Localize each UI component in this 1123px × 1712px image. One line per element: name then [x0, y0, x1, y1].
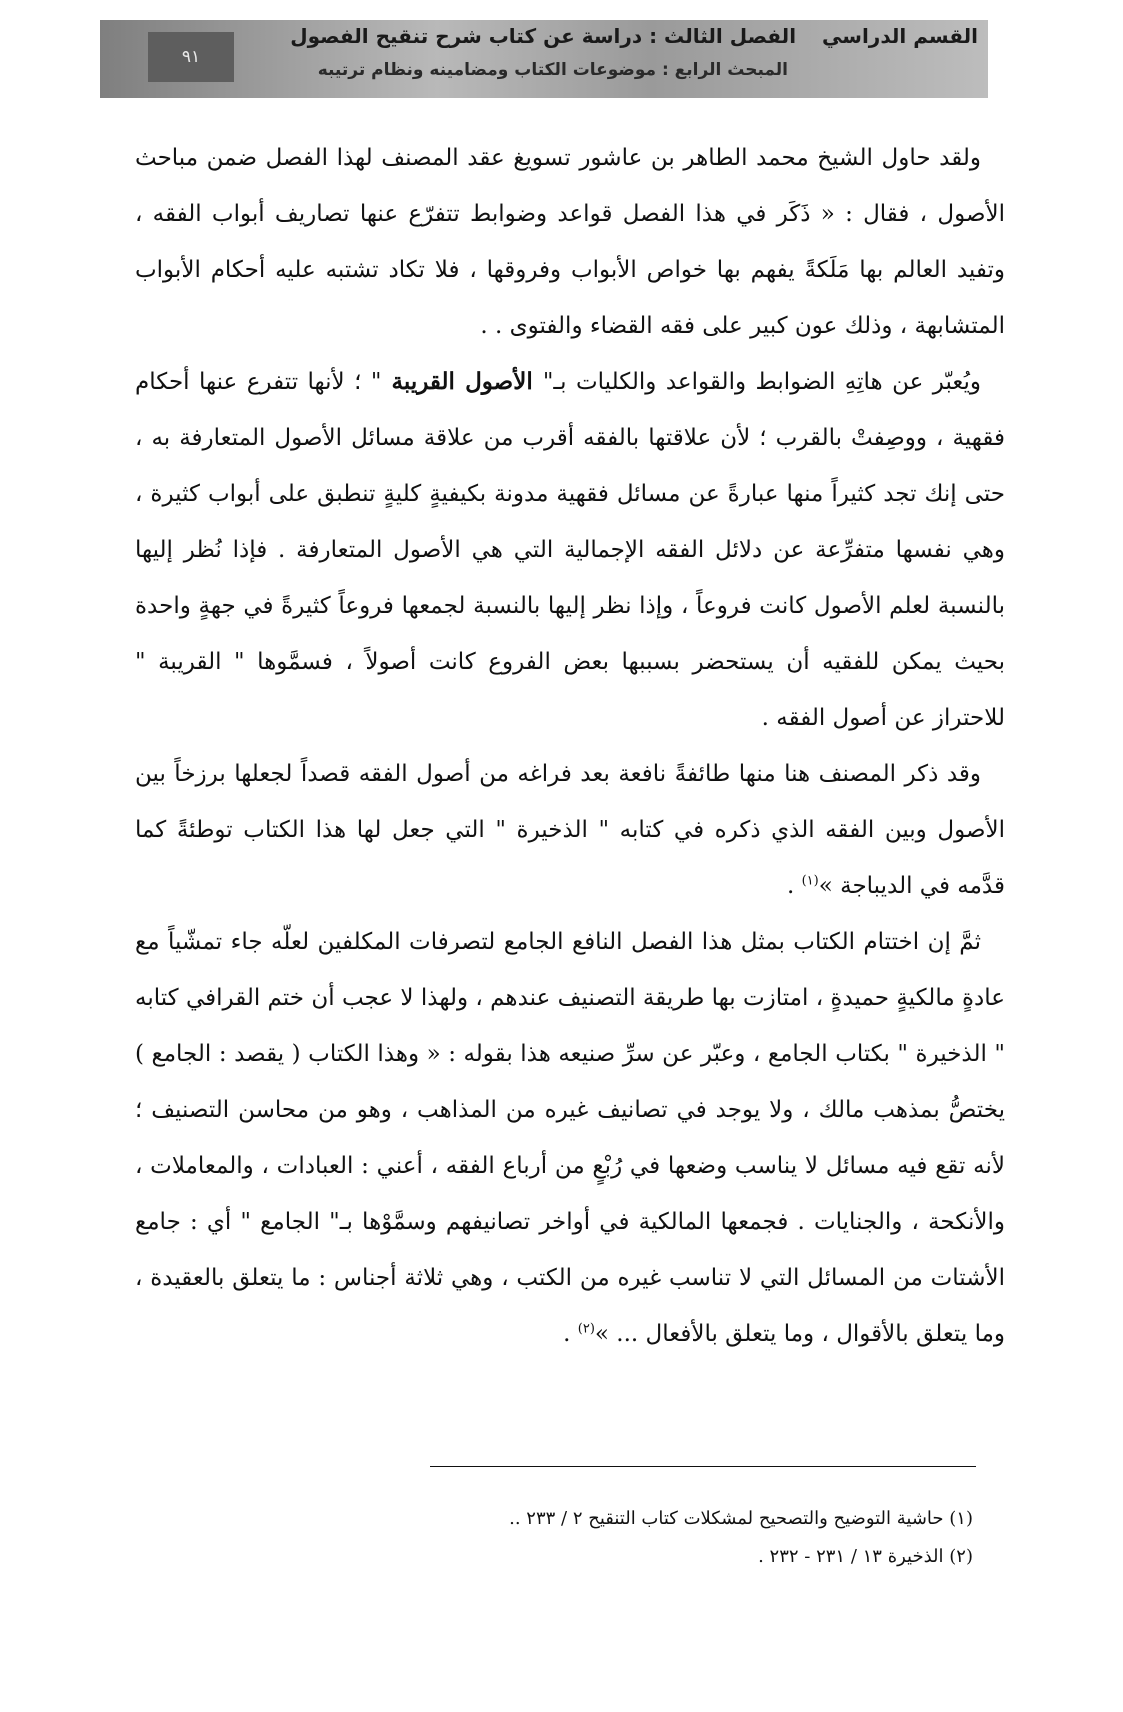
footnote-ref-1[interactable]: (١)	[801, 873, 819, 889]
paragraph-4	[135, 914, 1005, 1362]
footnote-ref-2[interactable]: (٢)	[577, 1321, 595, 1337]
paragraph-3-tail: .	[786, 873, 802, 899]
paragraph-2-rest: " ؛ لأنها تتفرع عنها أحكام فقهية ، ووصِفتْ بالقرب ؛ لأن علاقتها بالفقه أقرب من علاقة مسائل الأصول المتعارفة به ، حتى إنك تجد كثيراً منها عبارةً عن مسائل فقهية مدونة بكيفيةٍ كليةٍ تنطبق على أبواب كثيرة ، وهي نفسها متفرِّعة عن دلائل الفقه الإجمالية التي هي الأصول المتعارفة . فإذا نُظر إليها بالنسبة لعلم الأصول كانت فروعاً ، وإذا نظر إليها بالنسبة لجمعها فروعاً كثيرةً في جهةٍ واحدة بحيث يمكن للفقيه أن يستحضر بسببها بعض الفروع كانت أصولاً ، فسمَّوها " القريبة " للاحتراز عن أصول الفقه .	[135, 369, 1005, 731]
footnote-1: (١) حاشية التوضيح والتصحيح لمشكلات كتاب التنقيح ٢ / ٢٣٣ ..	[509, 1508, 973, 1529]
paragraph-4-text: ثمَّ إن اختتام الكتاب بمثل هذا الفصل النافع الجامع لتصرفات المكلفين لعلّه جاء تمشّياً مع عادةٍ مالكيةٍ حميدةٍ ، امتازت بها طريقة التصنيف عندهم ، ولهذا لا عجب أن ختم القرافي كتابه " الذخيرة " بكتاب الجامع ، وعبّر عن سرِّ صنيعه هذا بقوله : « وهذا الكتاب ( يقصد : الجامع ) يختصُّ بمذهب مالك ، ولا يوجد في تصانيف غيره من المذاهب ، وهو من محاسن التصنيف ؛ لأنه تقع فيه مسائل لا يناسب وضعها في رُبْعٍ من أرباع الفقه ، أعني : العبادات ، والمعاملات ، والأنكحة ، والجنايات . فجمعها المالكية في أواخر تصانيفهم وسمَّوْها بـ" الجامع " أي : جامع الأشتات من المسائل التي لا تناسب غيره من الكتب ، وهي ثلاثة أجناس : ما يتعلق بالعقيدة ، وما يتعلق بالأقوال ، وما يتعلق بالأفعال ... »	[135, 929, 1005, 1347]
header-subtitle: المبحث الرابع : موضوعات الكتاب ومضامينه ونظام ترتيبه	[317, 60, 788, 80]
paragraph-1: ولقد حاول الشيخ محمد الطاهر بن عاشور تسويغ عقد المصنف لهذا الفصل ضمن مباحث الأصول ، فقال : « ذَكَر في هذا الفصل قواعد وضوابط تتفرّع عنها تصاريف أبواب الفقه ، وتفيد العالم بها مَلَكةً يفهم بها خواص الأبواب وفروقها ، فلا تكاد تشتبه عليه أحكام الأبواب المتشابهة ، وذلك عون كبير على فقه القضاء والفتوى . .	[135, 145, 1005, 339]
footnote-divider	[430, 1466, 976, 1467]
running-header	[100, 20, 988, 98]
page-number: ٩١	[148, 32, 234, 82]
header-section: القسم الدراسي	[822, 24, 978, 48]
header-chapter: الفصل الثالث : دراسة عن كتاب شرح تنقيح الفصول	[290, 24, 797, 48]
paragraph-4-tail: .	[563, 1321, 578, 1347]
header-title	[290, 24, 978, 48]
term-usul-qariba: الأصول القريبة	[381, 368, 543, 395]
footnote-2: (٢) الذخيرة ١٣ / ٢٣١ - ٢٣٢ .	[758, 1546, 973, 1567]
body-text	[135, 130, 1005, 1362]
paragraph-3-text: وقد ذكر المصنف هنا منها طائفةً نافعة بعد فراغه من أصول الفقه قصداً لجعلها برزخاً بين الأصول وبين الفقه الذي ذكره في كتابه " الذخيرة " التي جعل لها هذا الكتاب توطئةً كما قدَّمه في الديباجة »	[135, 761, 1005, 899]
paragraph-2-lead: ويُعبّر عن هاتِهِ الضوابط والقواعد والكليات بـ"	[542, 369, 981, 395]
paragraph-3	[135, 746, 1005, 914]
footnotes	[173, 1500, 973, 1576]
paragraph-2	[135, 354, 1005, 746]
